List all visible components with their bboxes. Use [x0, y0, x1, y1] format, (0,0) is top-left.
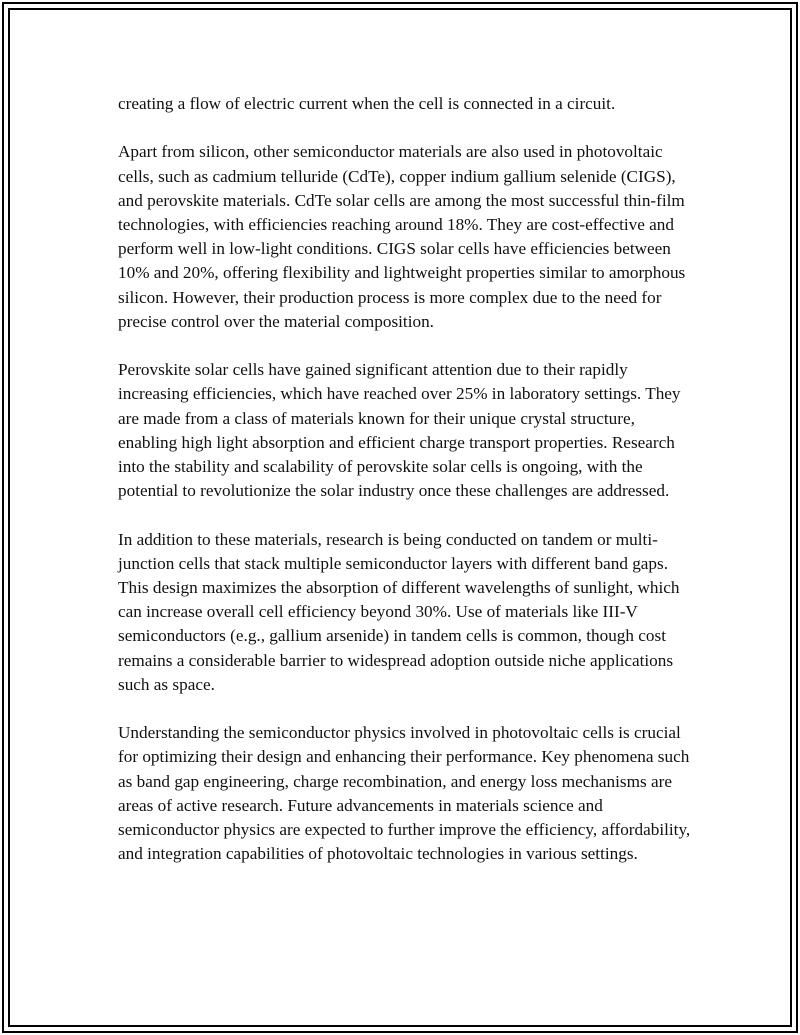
- paragraph-semiconductor-physics: Understanding the semiconductor physics involved in photovoltaic cells is crucial for optimizing their design and enhancing their performance. Key phenomena such as band gap engineering, charge recombination, and energy loss mechanisms are areas of active research. Future advancements in materials science and semiconductor physics are expected to further improve the efficiency, affordability, and integration capabilities of photovoltaic technologies in various settings.: [118, 723, 691, 864]
- paragraph-continuation: creating a flow of electric current when the cell is connected in a circuit.: [118, 94, 616, 113]
- paragraph-tandem-cells: In addition to these materials, research is being conducted on tandem or multi-junction cells that stack multiple semiconductor layers with different band gaps. This design maximizes the absorption of different wavelengths of sunlight, which can increase overall cell efficiency beyond 30%. Use of materials like III-V semiconductors (e.g., gallium arsenide) in tandem cells is common, though cost remains a considerable barrier to widespread adoption outside niche applications such as space.: [118, 529, 680, 694]
- document-body: [118, 92, 693, 891]
- paragraph-other-materials: Apart from silicon, other semiconductor materials are also used in photovoltaic cells, such as cadmium telluride (CdTe), copper indium gallium selenide (CIGS), and perovskite materials. CdTe solar cells are among the most successful thin-film technologies, with efficiencies reaching around 18%. They are cost-effective and perform well in low-light conditions. CIGS solar cells have efficiencies between 10% and 20%, offering flexibility and lightweight properties similar to amorphous silicon. However, their production process is more complex due to the need for precise control over the material composition.: [118, 142, 686, 331]
- paragraph-perovskite: Perovskite solar cells have gained significant attention due to their rapidly increasing efficiencies, which have reached over 25% in laboratory settings. They are made from a class of materials known for their unique crystal structure, enabling high light absorption and efficient charge transport properties. Research into the stability and scalability of perovskite solar cells is ongoing, with the potential to revolutionize the solar industry once these challenges are addressed.: [118, 360, 681, 501]
